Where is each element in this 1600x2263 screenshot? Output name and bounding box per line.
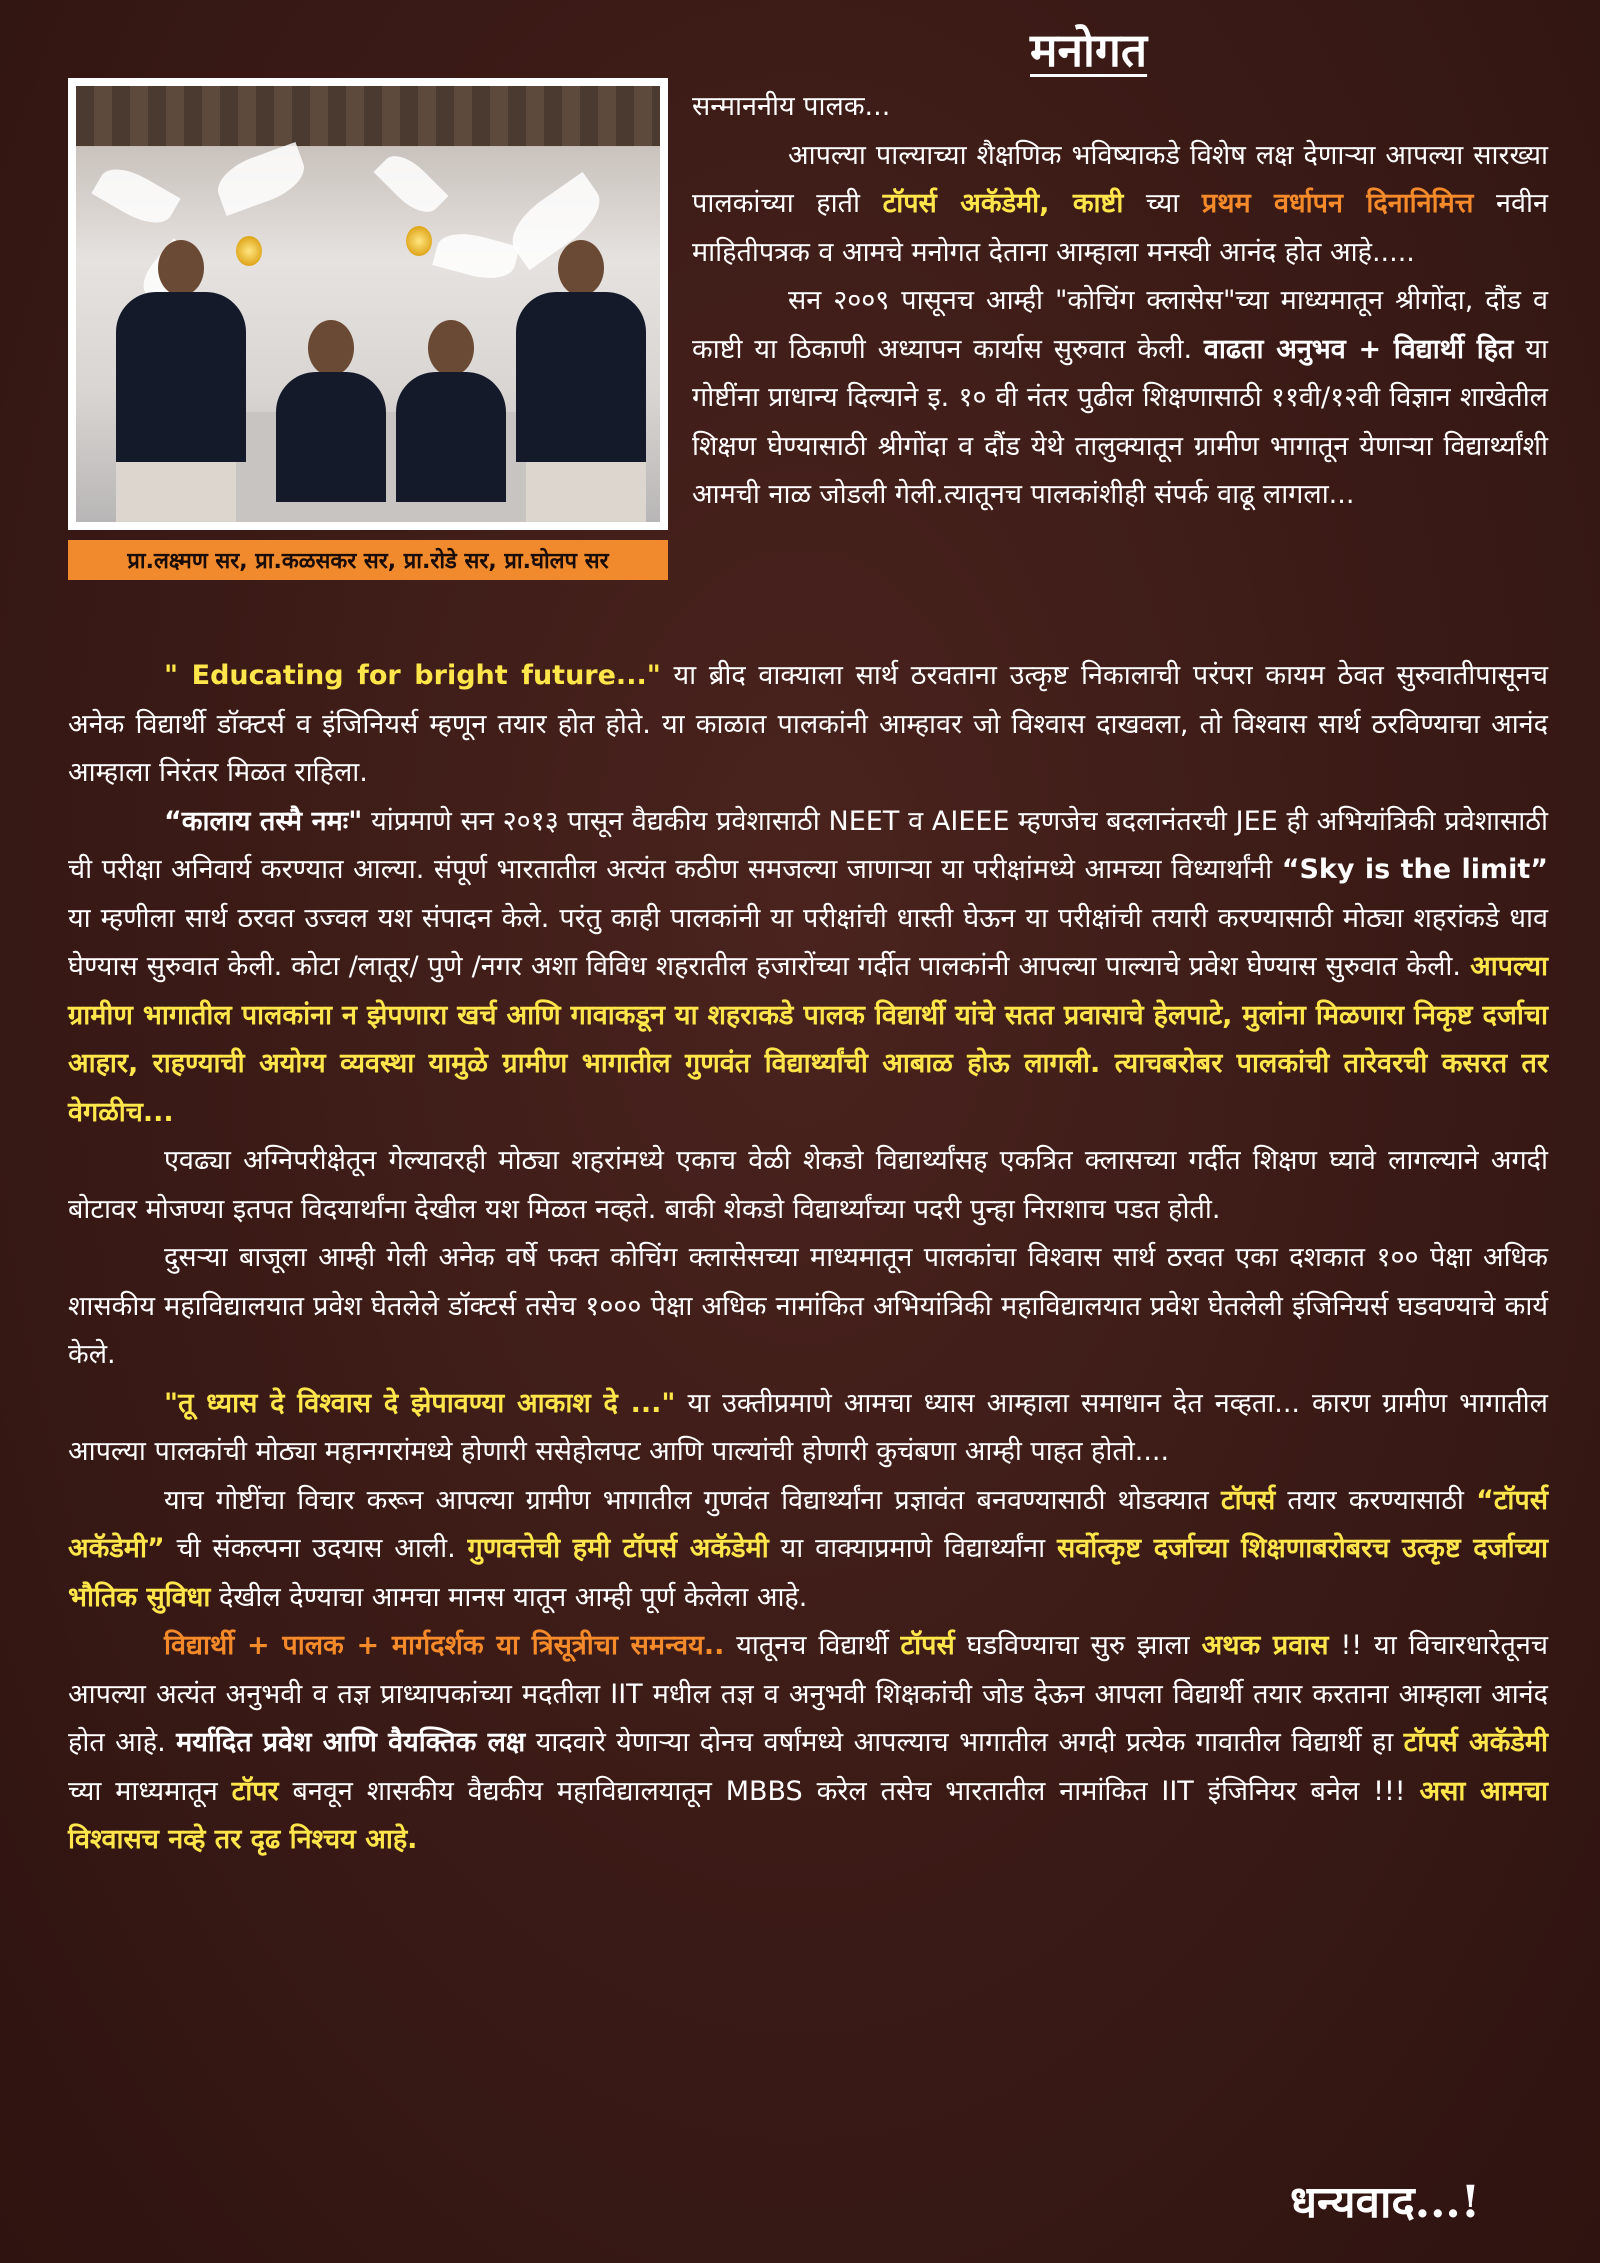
team-photo-image bbox=[76, 86, 660, 522]
paragraph-2: सन २००९ पासूनच आम्ही "कोचिंग क्लासेस"च्या माध्यमातून श्रीगोंदा, दौंड व काष्टी या ठिकाणी अध्यापन कार्यास सुरुवात केली. वाढता अनुभव + विद्यार्थी हित या गोष्टींना प्राधान्य दिल्याने इ. १० वी नंतर पुढील शिक्षणासाठी ११वी/१२वी विज्ञान शाखेतील शिक्षण घेण्यासाठी श्रीगोंदा व दौंड येथे तालुक्यातून ग्रामीण भागातून येणाऱ्या विद्यार्थ्यांशी आमची नाळ जोडली गेली.त्यातूनच पालकांशीही संपर्क वाढू लागला... bbox=[692, 285, 1548, 510]
paragraph-7: "तू ध्यास दे विश्वास दे झेपावण्या आकाश दे ..." या उक्तीप्रमाणे आमचा ध्यास आम्हाला समाधान देत नव्हता... कारण ग्रामीण भागातील आपल्या पालकांची मोठ्या महानगरांमध्ये होणारी ससेहोलपट आणि पाल्यांची होणारी कुचंबणा आम्ही पाहत होतो.... bbox=[68, 1387, 1548, 1467]
main-body bbox=[68, 652, 1548, 1865]
paragraph-9: विद्यार्थी + पालक + मार्गदर्शक या त्रिसूत्रीचा समन्वय.. यातूनच विद्यार्थी टॉपर्स घडविण्याचा सुरु झाला अथक प्रवास !! या विचारधारेतूनच आपल्या अत्यंत अनुभवी व तज्ञ प्राध्यापकांच्या मदतीला IIT मधील तज्ञ व अनुभवी शिक्षकांची जोड देऊन आपला विद्यार्थी तयार करताना आम्हाला आनंद होत आहे. मर्यादित प्रवेश आणि वैयक्तिक लक्ष यादवारे येणाऱ्या दोनच वर्षांमध्ये आपल्याच भागातील अगदी प्रत्येक गावातील विद्यार्थी हा टॉपर्स अकॅडेमी च्या माध्यमातून टॉपर बनवून शासकीय वैद्यकीय महाविद्यालयातून MBBS करेल तसेच भारतातील नामांकित IIT इंजिनियर बनेल !!! असा आमचा विश्वासच नव्हे तर दृढ निश्चय आहे. bbox=[68, 1630, 1548, 1855]
intro-column bbox=[692, 83, 1548, 520]
greeting: सन्माननीय पालक... bbox=[692, 91, 891, 122]
paragraph-8: याच गोष्टींचा विचार करून आपल्या ग्रामीण भागातील गुणवंत विद्यार्थ्यांना प्रज्ञावंत बनवण्यासाठी थोडक्यात टॉपर्स तयार करण्यासाठी “टॉपर्स अकॅडेमी” ची संकल्पना उदयास आली. गुणवत्तेची हमी टॉपर्स अकॅडेमी या वाक्याप्रमाणे विद्यार्थ्यांना सर्वोत्कृष्ट दर्जाच्या शिक्षणाबरोबरच उत्कृष्ट दर्जाच्या भौतिक सुविधा देखील देण्याचा आमचा मानस यातून आम्ही पूर्ण केलेला आहे. bbox=[68, 1484, 1549, 1613]
thanks-signoff: धन्यवाद...! bbox=[1290, 2177, 1481, 2228]
paragraph-1: आपल्या पाल्याच्या शैक्षणिक भविष्याकडे विशेष लक्ष देणाऱ्या आपल्या सारख्या पालकांच्या हाती टॉपर्स अकॅडेमी, काष्टी च्या प्रथम वर्धापन दिनानिमित्त नवीन माहितीपत्रक व आमचे मनोगत देताना आम्हाला मनस्वी आनंद होत आहे..... bbox=[692, 139, 1549, 268]
paragraph-4: “कालाय तस्मै नमः" यांप्रमाणे सन २०१३ पासून वैद्यकीय प्रवेशासाठी NEET व AIEEE म्हणजेच बदलानंतरची JEE ही अभियांत्रिकी प्रवेशासाठी ची परीक्षा अनिवार्य करण्यात आल्या. संपूर्ण भारतातील अत्यंत कठीण समजल्या जाणाऱ्या या परीक्षांमध्ये आमच्या विध्यार्थांनी “Sky is the limit” या म्हणीला सार्थ ठरवत उज्वल यश संपादन केले. परंतु काही पालकांनी या परीक्षांची धास्ती घेऊन या परीक्षांची तयारी करण्यासाठी मोठ्या शहरांकडे धाव घेण्यास सुरुवात केली. कोटा /लातूर/ पुणे /नगर अशा विविध शहरातील हजारोंच्या गर्दीत पालकांनी आपल्या पाल्याचे प्रवेश घेण्यास सुरुवात केली. आपल्या ग्रामीण भागातील पालकांना न झेपणारा खर्च आणि गावाकडून या शहराकडे पालक विद्यार्थी यांचे सतत प्रवासाचे हेलपाटे, मुलांना मिळणारा निकृष्ट दर्जाचा आहार, राहण्याची अयोग्य व्यवस्था यामुळे ग्रामीण भागातील गुणवंत विद्यार्थ्यांची आबाळ होऊ लागली. त्याचबरोबर पालकांची तारेवरची कसरत तर वेगळीच... bbox=[68, 805, 1548, 1128]
paragraph-3: " Educating for bright future..." या ब्रीद वाक्याला सार्थ ठरवताना उत्कृष्ट निकालाची परंपरा कायम ठेवत सुरुवातीपासूनच अनेक विद्यार्थी डॉक्टर्स व इंजिनियर्स म्हणून तयार होत होते. या काळात पालकांनी आम्हावर जो विश्वास दाखवला, तो विश्वास सार्थ ठरविण्याचा आनंद आम्हाला निरंतर मिळत राहिला. bbox=[68, 660, 1548, 788]
page-title: मनोगत bbox=[1030, 23, 1148, 77]
team-photo bbox=[68, 78, 668, 530]
paragraph-6: दुसऱ्या बाजूला आम्ही गेली अनेक वर्षे फक्त कोचिंग क्लासेसच्या माध्यमातून पालकांचा विश्वास सार्थ ठरवत एका दशकात १०० पेक्षा अधिक शासकीय महाविद्यालयात प्रवेश घेतलेले डॉक्टर्स तसेच १००० पेक्षा अधिक नामांकित अभियांत्रिकी महाविद्यालयात प्रवेश घेतलेली इंजिनियर्स घडवण्याचे कार्य केले. bbox=[68, 1242, 1548, 1370]
paragraph-5: एवढ्या अग्निपरीक्षेतून गेल्यावरही मोठ्या शहरांमध्ये एकाच वेळी शेकडो विद्यार्थ्यांसह एकत्रित क्लासच्या गर्दीत शिक्षण घ्यावे लागल्याने अगदी बोटावर मोजण्या इतपत विदयार्थांना देखील यश मिळत नव्हते. बाकी शेकडो विद्यार्थ्यांच्या पदरी पुन्हा निराशाच पडत होती. bbox=[68, 1145, 1548, 1225]
photo-caption: प्रा.लक्ष्मण सर, प्रा.कळसकर सर, प्रा.रोडे सर, प्रा.घोलप सर bbox=[68, 540, 668, 580]
